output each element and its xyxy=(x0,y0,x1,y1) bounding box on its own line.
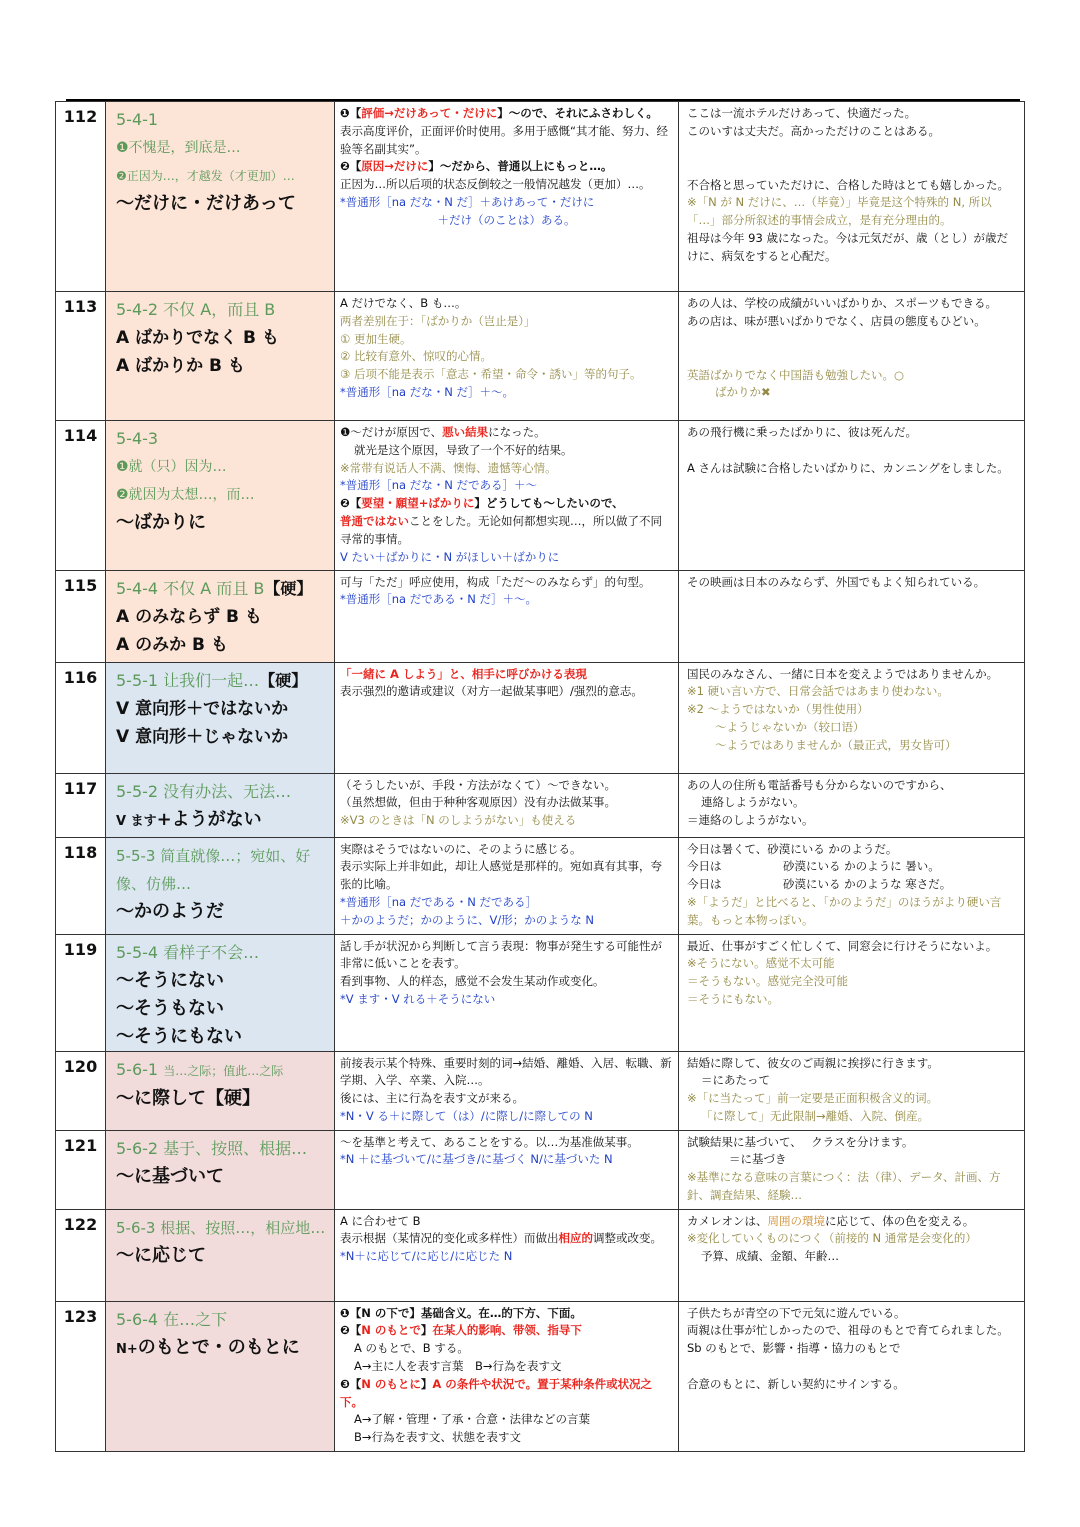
grammar-title-cell xyxy=(106,1301,335,1451)
text: （そうしたいが、手段・方法がなくて）～できない。 xyxy=(340,777,616,792)
row-number: 119 xyxy=(56,934,106,1051)
text: 正因为…所以后项的状态反倒较之一般情况越发（更加）…。 xyxy=(340,177,651,192)
table-row xyxy=(56,773,1025,837)
example: 国民のみなさん、一緒に日本を変えようではありませんか。 xyxy=(687,666,999,681)
text: 就光是这个原因，导致了一个不好的结果。 xyxy=(354,442,573,457)
row-number: 118 xyxy=(56,837,106,934)
table-row xyxy=(56,102,1025,292)
section-code: 5-6-2 基于、按照、根据… xyxy=(116,1138,308,1158)
row-number: 123 xyxy=(56,1301,106,1451)
text: 表示实际上并非如此，却让人感觉是那样的。宛如真有其事，夸张的比喻。 xyxy=(340,859,662,892)
note: ※基準になる意味の言葉につく：法（律）、データ、計画、方針、調査結果、経験… xyxy=(687,1170,1001,1202)
formula: *普通形［na だである・N だである］ xyxy=(340,894,537,909)
grammar-form: ～に応じて xyxy=(116,1244,206,1266)
explanation-cell xyxy=(335,570,679,662)
grammar-title-cell xyxy=(106,421,335,571)
text: ❶～だけが原因で、 xyxy=(340,425,443,439)
example: あの人は、学校の成績がいいばかりか、スポーツもできる。 xyxy=(687,296,998,310)
explanation-cell xyxy=(335,421,679,571)
text: 表示高度评价，正面评价时使用。多用于感慨“其才能、努力、经验等名副其实”。 xyxy=(340,123,668,156)
note: ③ 后项不能是表示「意志・希望・命令・誘い」等的句子。 xyxy=(340,367,642,382)
example-cell xyxy=(679,570,1025,662)
example: ＝連絡のしようがない。 xyxy=(687,813,814,828)
formula: *普通形［na だな・N だである］＋～ xyxy=(340,478,537,493)
example: 最近、仕事がすごく忙しくて、同窓会に行けそうにないよ。 xyxy=(687,938,998,953)
formula: *普通形［na だな・N だ］＋あけあって・だけに xyxy=(340,195,595,210)
grammar-form: ～そうにもない xyxy=(116,1025,242,1047)
text: 表示强烈的邀请或建议（对方一起做某事吧）/强烈的意志。 xyxy=(340,684,643,699)
table-row xyxy=(56,1301,1025,1451)
grammar-title-cell xyxy=(106,570,335,662)
row-number: 112 xyxy=(56,102,106,292)
explanation-cell xyxy=(335,1209,679,1301)
section-code: 5-5-1 让我们一起… xyxy=(116,670,260,690)
table-row xyxy=(56,934,1025,1051)
grammar-form: V 意向形＋じゃないか xyxy=(116,726,289,747)
explanation-cell xyxy=(335,102,679,292)
example: 両親は仕事が忙しかったので、祖母のもとで育てられました。Sb のもとで、影響・指導・協力のもとで xyxy=(687,1323,1009,1356)
example: このいすは丈夫だ。高かっただけのことはある。 xyxy=(687,123,940,138)
section-code: 5-4-1 xyxy=(116,110,159,129)
grammar-form: ～だけに・だけあって xyxy=(116,193,296,214)
text: A→了解・管理・了承・合意・法律などの言葉 xyxy=(354,1412,591,1427)
note: ＝そうもない。感觉完全没可能 xyxy=(687,974,848,989)
explanation-cell xyxy=(335,1130,679,1209)
text: （虽然想做，但由于种种客观原因）没有办法做某事。 xyxy=(340,795,616,810)
example: 今日は暑くて、砂漠にいる かのようだ。 xyxy=(687,841,898,856)
prefix: V ます xyxy=(116,813,157,829)
formula: *V ます・V れる＋そうにない xyxy=(340,991,496,1006)
grammar-title-cell xyxy=(106,292,335,421)
example: その映画は日本のみならず、外国でもよく知られている。 xyxy=(687,574,986,589)
row-number: 117 xyxy=(56,773,106,837)
text: 後には、主に行為を表す文が来る。 xyxy=(340,1091,524,1106)
grammar-table xyxy=(55,101,1025,1452)
section-code: 5-6-1 xyxy=(116,1059,159,1079)
text: 调整或改变。 xyxy=(593,1231,662,1246)
example-cell xyxy=(679,1301,1025,1451)
grammar-form: ～そうにない xyxy=(116,969,224,991)
note: ※そうにない。感觉不太可能 xyxy=(687,956,835,971)
grammar-form: A ばかりか B も xyxy=(116,356,245,376)
example: A さんは試験に合格したいばかりに、カンニングをしました。 xyxy=(687,460,1009,475)
grammar-form: ～に際して【硬】 xyxy=(116,1087,260,1109)
explanation-cell xyxy=(335,662,679,773)
section-code: 5-6-4 在…之下 xyxy=(116,1309,228,1329)
text: 今日は xyxy=(687,877,722,892)
text: ～を基準と考えて、あることをする。以…为基准做某事。 xyxy=(340,1134,639,1149)
section-code: 5-4-2 不仅 A，而且 B xyxy=(116,300,276,319)
row-number: 116 xyxy=(56,662,106,773)
note: ② 比较有意外、惊叹的心情。 xyxy=(340,349,492,364)
formula: V たい＋ばかりに・N がほしい＋ばかりに xyxy=(340,549,560,564)
example: 連絡しようがない。 xyxy=(701,795,805,810)
explanation-cell xyxy=(335,1051,679,1130)
table-row xyxy=(56,1209,1025,1301)
text: A だけでなく、B も…。 xyxy=(340,296,467,310)
highlight: 「一緒に A しよう」と、相手に呼びかける表現 xyxy=(340,666,587,681)
hard-tag: 【硬】 xyxy=(264,578,313,598)
text: A→主に人を表す言葉 B→行為を表す文 xyxy=(354,1358,562,1373)
meaning-2: ❷就因为太想…，而… xyxy=(116,487,255,503)
highlight: 在某人的影响、带领、指导下 xyxy=(432,1323,582,1338)
row-number: 115 xyxy=(56,570,106,662)
text: ❷【 xyxy=(340,1323,362,1338)
highlight: N のもとで xyxy=(361,1323,421,1338)
text: 話し手が状況から判断して言う表現：物事が発生する可能性が非常に低いことを表す。 xyxy=(340,938,662,971)
grammar-title-cell xyxy=(106,662,335,773)
grammar-title-cell xyxy=(106,773,335,837)
table-row xyxy=(56,570,1025,662)
highlight: 要望・願望+ばかりに xyxy=(361,496,475,511)
section-code: 5-4-3 xyxy=(116,429,159,448)
row-number: 122 xyxy=(56,1209,106,1301)
example: 砂漠にいる かのように 暑い。 xyxy=(783,859,940,874)
example: ここは一流ホテルだけあって、快適だった。 xyxy=(687,106,917,120)
grammar-form: ～そうもない xyxy=(116,997,224,1019)
table-row xyxy=(56,1051,1025,1130)
grammar-form: A ばかりでなく B も xyxy=(116,328,279,348)
section-code: 5-5-2 没有办法、无法… xyxy=(116,781,292,801)
note: ＝そうにもない。 xyxy=(687,991,779,1006)
grammar-form: ～ばかりに xyxy=(116,512,206,533)
grammar-form: A のみならず B も xyxy=(116,606,262,627)
section-code: 5-6-3 根据、按照…，相应地… xyxy=(116,1218,326,1237)
highlight: N のもとに xyxy=(361,1376,421,1391)
text: A に合わせて B xyxy=(340,1213,421,1228)
explanation-cell xyxy=(335,837,679,934)
note: 英語ばかりでなく中国語も勉強したい。○ xyxy=(687,367,905,382)
table-row xyxy=(56,662,1025,773)
grammar-title-cell xyxy=(106,1130,335,1209)
note: ※「に当たって」前一定要是正面积极含义的词。 xyxy=(687,1091,939,1106)
grammar-form: のもとで・のもとに xyxy=(137,1336,300,1358)
table-row xyxy=(56,421,1025,571)
text: ❸【 xyxy=(340,1376,362,1391)
grammar-form: +ようがない xyxy=(156,808,262,830)
text: 】 xyxy=(420,1376,433,1391)
example: ＝にあたって xyxy=(701,1073,770,1088)
text: になった。 xyxy=(488,425,546,439)
example-cell xyxy=(679,837,1025,934)
highlight: 悪い結果 xyxy=(442,425,489,439)
example: 予算、成績、金額、年齢… xyxy=(701,1249,839,1264)
row-number: 114 xyxy=(56,421,106,571)
example-cell xyxy=(679,1130,1025,1209)
text: ❶【 xyxy=(340,106,362,120)
formula: ＋かのようだ；かのように、V/形；かのような N xyxy=(340,912,594,927)
note: 「に際して」无此限制→離婚、入院、倒産。 xyxy=(701,1108,930,1123)
example: 結婚に際して、彼女のご両親に挨拶に行きます。 xyxy=(687,1055,939,1070)
example: あの飛行機に乗ったばかりに、彼は死んだ。 xyxy=(687,425,917,439)
text: 】 xyxy=(420,1323,433,1338)
note: ※2 ～ようではないか（男性使用） xyxy=(687,702,869,717)
text: A のもとで、B する。 xyxy=(354,1341,469,1356)
formula: *普通形［na だな・N だ］＋～。 xyxy=(340,385,514,400)
example-cell xyxy=(679,421,1025,571)
note: ※1 硬い言い方で、日常会話ではあまり使わない。 xyxy=(687,684,949,699)
grammar-title-cell xyxy=(106,934,335,1051)
formula: *普通形［na だである・N だ］＋～。 xyxy=(340,592,537,607)
highlight: 評価→だけあって・だけに xyxy=(361,106,498,120)
text: 】～だから、普通以上にもっと…。 xyxy=(428,159,613,174)
row-number: 120 xyxy=(56,1051,106,1130)
example: ＝に基づき xyxy=(729,1152,787,1167)
grammar-form: ～に基づいて xyxy=(116,1165,224,1187)
table-row xyxy=(56,1130,1025,1209)
grammar-form: ～かのようだ xyxy=(116,900,224,922)
note: ※「ようだ」と比べると、「かのようだ」のほうがより硬い言葉。もっと本物っぽい。 xyxy=(687,894,1002,927)
example: 合意のもとに、新しい契約にサインする。 xyxy=(687,1376,905,1391)
text: 表示根据（某情况的变化或多样性）而做出 xyxy=(340,1231,559,1246)
example: クラスを分けます。 xyxy=(811,1134,914,1149)
note: 两者差别在于：「ばかりか（岂止是）」 xyxy=(340,313,536,328)
meaning-1: ❶不愧是，到底是… xyxy=(116,140,241,156)
explanation-cell xyxy=(335,773,679,837)
highlight: A の条件や状況で。置于某种条件或状况之下。 xyxy=(340,1376,653,1409)
text: 前接表示某个特殊、重要时刻的词→結婚、離婚、入居、転職、新学期、入学、卒業、入院…。 xyxy=(340,1055,672,1088)
section-code: 5-4-4 不仅 A 而且 B xyxy=(116,578,265,598)
text: 】どうしても～したいので、 xyxy=(474,496,624,511)
prefix: N+ xyxy=(116,1341,138,1357)
explanation-cell xyxy=(335,934,679,1051)
example-cell xyxy=(679,1209,1025,1301)
table-row xyxy=(56,292,1025,421)
example: あの人の住所も電話番号も分からないのですから、 xyxy=(687,777,952,792)
example: 不合格と思っていただけに、合格した時はとても嬉しかった。 xyxy=(687,177,1009,192)
formula: *N＋に応じて/に応じ/に応じた N xyxy=(340,1249,513,1264)
example: 試験結果に基づいて、 xyxy=(687,1134,797,1149)
highlight: 原因→だけに xyxy=(361,159,429,174)
text: ことをした。无论如何都想实现…，所以做了不同寻常的事情。 xyxy=(340,514,662,546)
text: 実際はそうではないのに、そのように感じる。 xyxy=(340,841,582,856)
grammar-form: V 意向形＋ではないか xyxy=(116,698,289,719)
note: ～ようじゃないか（较口语） xyxy=(715,719,865,734)
example: あの店は、味が悪いばかりでなく、店員の態度もひどい。 xyxy=(687,313,986,328)
formula: *N ＋に基づいて/に基づき/に基づく N/に基づいた N xyxy=(340,1152,613,1167)
text: 看到事物、人的样态，感觉不会发生某动作或变化。 xyxy=(340,974,605,989)
section-code: 5-5-4 看样子不会… xyxy=(116,942,260,962)
note: ※常带有说话人不满、懊悔、遗憾等心情。 xyxy=(340,460,557,475)
note: ※「N が N だけに、…（毕竟）」毕竟是这个特殊的 N, 所以「…」部分所叙述的事情会成立，是有充分理由的。 xyxy=(687,195,992,228)
note: ばかりか✖ xyxy=(715,385,771,400)
example-cell xyxy=(679,662,1025,773)
explanation-cell xyxy=(335,1301,679,1451)
note: ※V3 のときは「N のしようがない」も使える xyxy=(340,813,577,828)
example-cell xyxy=(679,773,1025,837)
meaning-1: ❶就（只）因为… xyxy=(116,459,227,475)
example: 子供たちが青空の下で元気に遊んでいる。 xyxy=(687,1305,906,1320)
grammar-title-cell xyxy=(106,102,335,292)
example: 砂漠にいる かのような 寒さだ。 xyxy=(783,877,952,892)
grammar-title-cell xyxy=(106,837,335,934)
formula: *N・V る＋に際して（は）/に際し/に際しての N xyxy=(340,1108,593,1123)
text: B→行為を表す文、状態を表す文 xyxy=(354,1430,522,1445)
hard-tag: 【硬】 xyxy=(259,670,308,690)
section-code: 5-5-3 简直就像…；宛如、好像、仿佛… xyxy=(116,846,311,893)
text: 可与「ただ」呼应使用，构成「ただ～のみならず」的句型。 xyxy=(340,574,651,589)
highlight: 相应的 xyxy=(558,1231,593,1246)
note: ※変化していくものにつく（前接的 N 通常是会变化的） xyxy=(687,1231,977,1246)
highlight: 周囲の環境 xyxy=(767,1213,825,1228)
example-cell xyxy=(679,102,1025,292)
grammar-title-cell xyxy=(106,1051,335,1130)
text: 】～ので、それにふさわしく。 xyxy=(497,106,658,120)
example-cell xyxy=(679,292,1025,421)
table-row xyxy=(56,837,1025,934)
explanation-cell xyxy=(335,292,679,421)
text: 今日は xyxy=(687,859,722,874)
example-cell xyxy=(679,1051,1025,1130)
text: カメレオンは、 xyxy=(687,1213,768,1228)
text: ❷【 xyxy=(340,159,362,174)
example-cell xyxy=(679,934,1025,1051)
note: ① 更加生硬。 xyxy=(340,331,412,346)
text: ❶【N の下で】基础含义。在…的下方、下面。 xyxy=(340,1305,582,1320)
meaning: 当…之际；值此…之际 xyxy=(163,1063,284,1078)
text: ❷【 xyxy=(340,496,362,511)
text: に応じて、体の色を変える。 xyxy=(825,1213,975,1228)
row-number: 121 xyxy=(56,1130,106,1209)
formula: ＋だけ（のことは）ある。 xyxy=(437,212,576,227)
grammar-form: A のみか B も xyxy=(116,634,228,655)
row-number: 113 xyxy=(56,292,106,421)
example: 祖母は今年 93 歳になった。今は元気だが、歳（とし）が歳だけに、病気をすると心配だ。 xyxy=(687,231,1008,263)
grammar-title-cell xyxy=(106,1209,335,1301)
note: ～ようではありませんか（最正式，男女皆可） xyxy=(715,737,957,752)
highlight: 普通ではない xyxy=(340,514,409,529)
meaning-2: ❷正因为…，才越发（才更加）… xyxy=(116,169,295,183)
